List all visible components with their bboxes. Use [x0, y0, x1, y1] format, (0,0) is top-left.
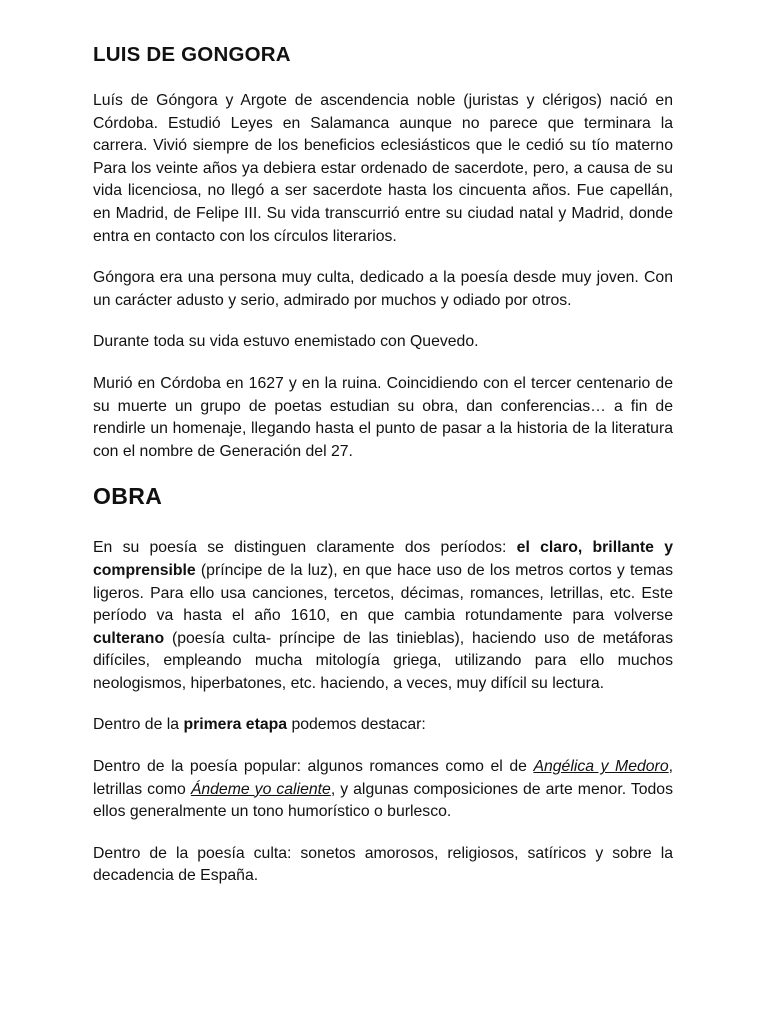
popular-text-3: , y algunas composiciones de arte menor. Todos ellos generalmente un tono humorístico o burlesco.	[93, 780, 673, 821]
primera-bold: primera etapa	[183, 716, 288, 734]
primera-text-1: Dentro de la	[93, 716, 184, 734]
popular-text-2: , letrillas como	[93, 758, 673, 798]
biography-paragraph-3: Durante toda su vida estuvo enemistado con Quevedo.	[93, 333, 479, 351]
page-title: LUIS DE GONGORA	[93, 43, 291, 66]
obra-text-3: (poesía culta- príncipe de las tinieblas), haciendo uso de metáforas difíciles, empleando mucha mitología griega, utilizando para ello muchos neologismos, hiperbatones, etc. haciendo, a veces, muy difícil su lectura.	[93, 629, 673, 692]
section-heading-obra: OBRA	[93, 483, 163, 510]
popular-text-1: Dentro de la poesía popular: algunos romances como el de	[93, 758, 534, 776]
poesia-popular-paragraph	[93, 756, 673, 824]
obra-bold-2: culterano	[93, 629, 165, 647]
obra-paragraph	[93, 537, 673, 695]
poesia-culta-paragraph: Dentro de la poesía culta: sonetos amorosos, religiosos, satíricos y sobre la decadencia de España.	[93, 844, 673, 885]
primera-etapa-paragraph	[93, 714, 673, 737]
obra-text-1: En su poesía se distinguen claramente dos períodos:	[93, 539, 517, 557]
document-body	[93, 40, 673, 907]
title-andeme-yo-caliente: Ándeme yo caliente	[190, 780, 331, 798]
obra-bold-1: el claro, brillante y comprensible	[93, 539, 673, 579]
biography-paragraph-4: Murió en Córdoba en 1627 y en la ruina. Coincidiendo con el tercer centenario de su muerte un grupo de poetas estudian su obra, dan conferencias… a fin de rendirle un homenaje, llegando hasta el punto de pasar a la historia de la literatura con el nombre de Generación del 27.	[93, 374, 673, 460]
biography-paragraph-2: Góngora era una persona muy culta, dedicado a la poesía desde muy joven. Con un carácter adusto y serio, admirado por muchos y odiado por otros.	[93, 269, 673, 309]
biography-paragraph-1: Luís de Góngora y Argote de ascendencia noble (juristas y clérigos) nació en Córdoba. Estudió Leyes en Salamanca aunque no parece que terminara la carrera. Vivió siempre de los beneficios eclesiásticos que le cedió su tío materno Para los veinte años ya debiera estar ordenado de sacerdote, pero, a causa de su vida licenciosa, no llegó a ser sacerdote hasta los cincuenta años. Fue capellán, en Madrid, de Felipe III. Su vida transcurrió entre su ciudad natal y Madrid, donde entra en contacto con los círculos literarios.	[93, 92, 673, 245]
obra-text-2: (príncipe de la luz), en que hace uso de los metros cortos y temas ligeros. Para ello usa canciones, tercetos, décimas, romances, letrillas, etc. Este período va hasta el año 1610, en que cambia rotundamente para volverse	[93, 561, 673, 625]
primera-text-2: podemos destacar:	[287, 716, 426, 734]
title-angelica-y-medoro: Angélica y Medoro	[533, 758, 669, 776]
